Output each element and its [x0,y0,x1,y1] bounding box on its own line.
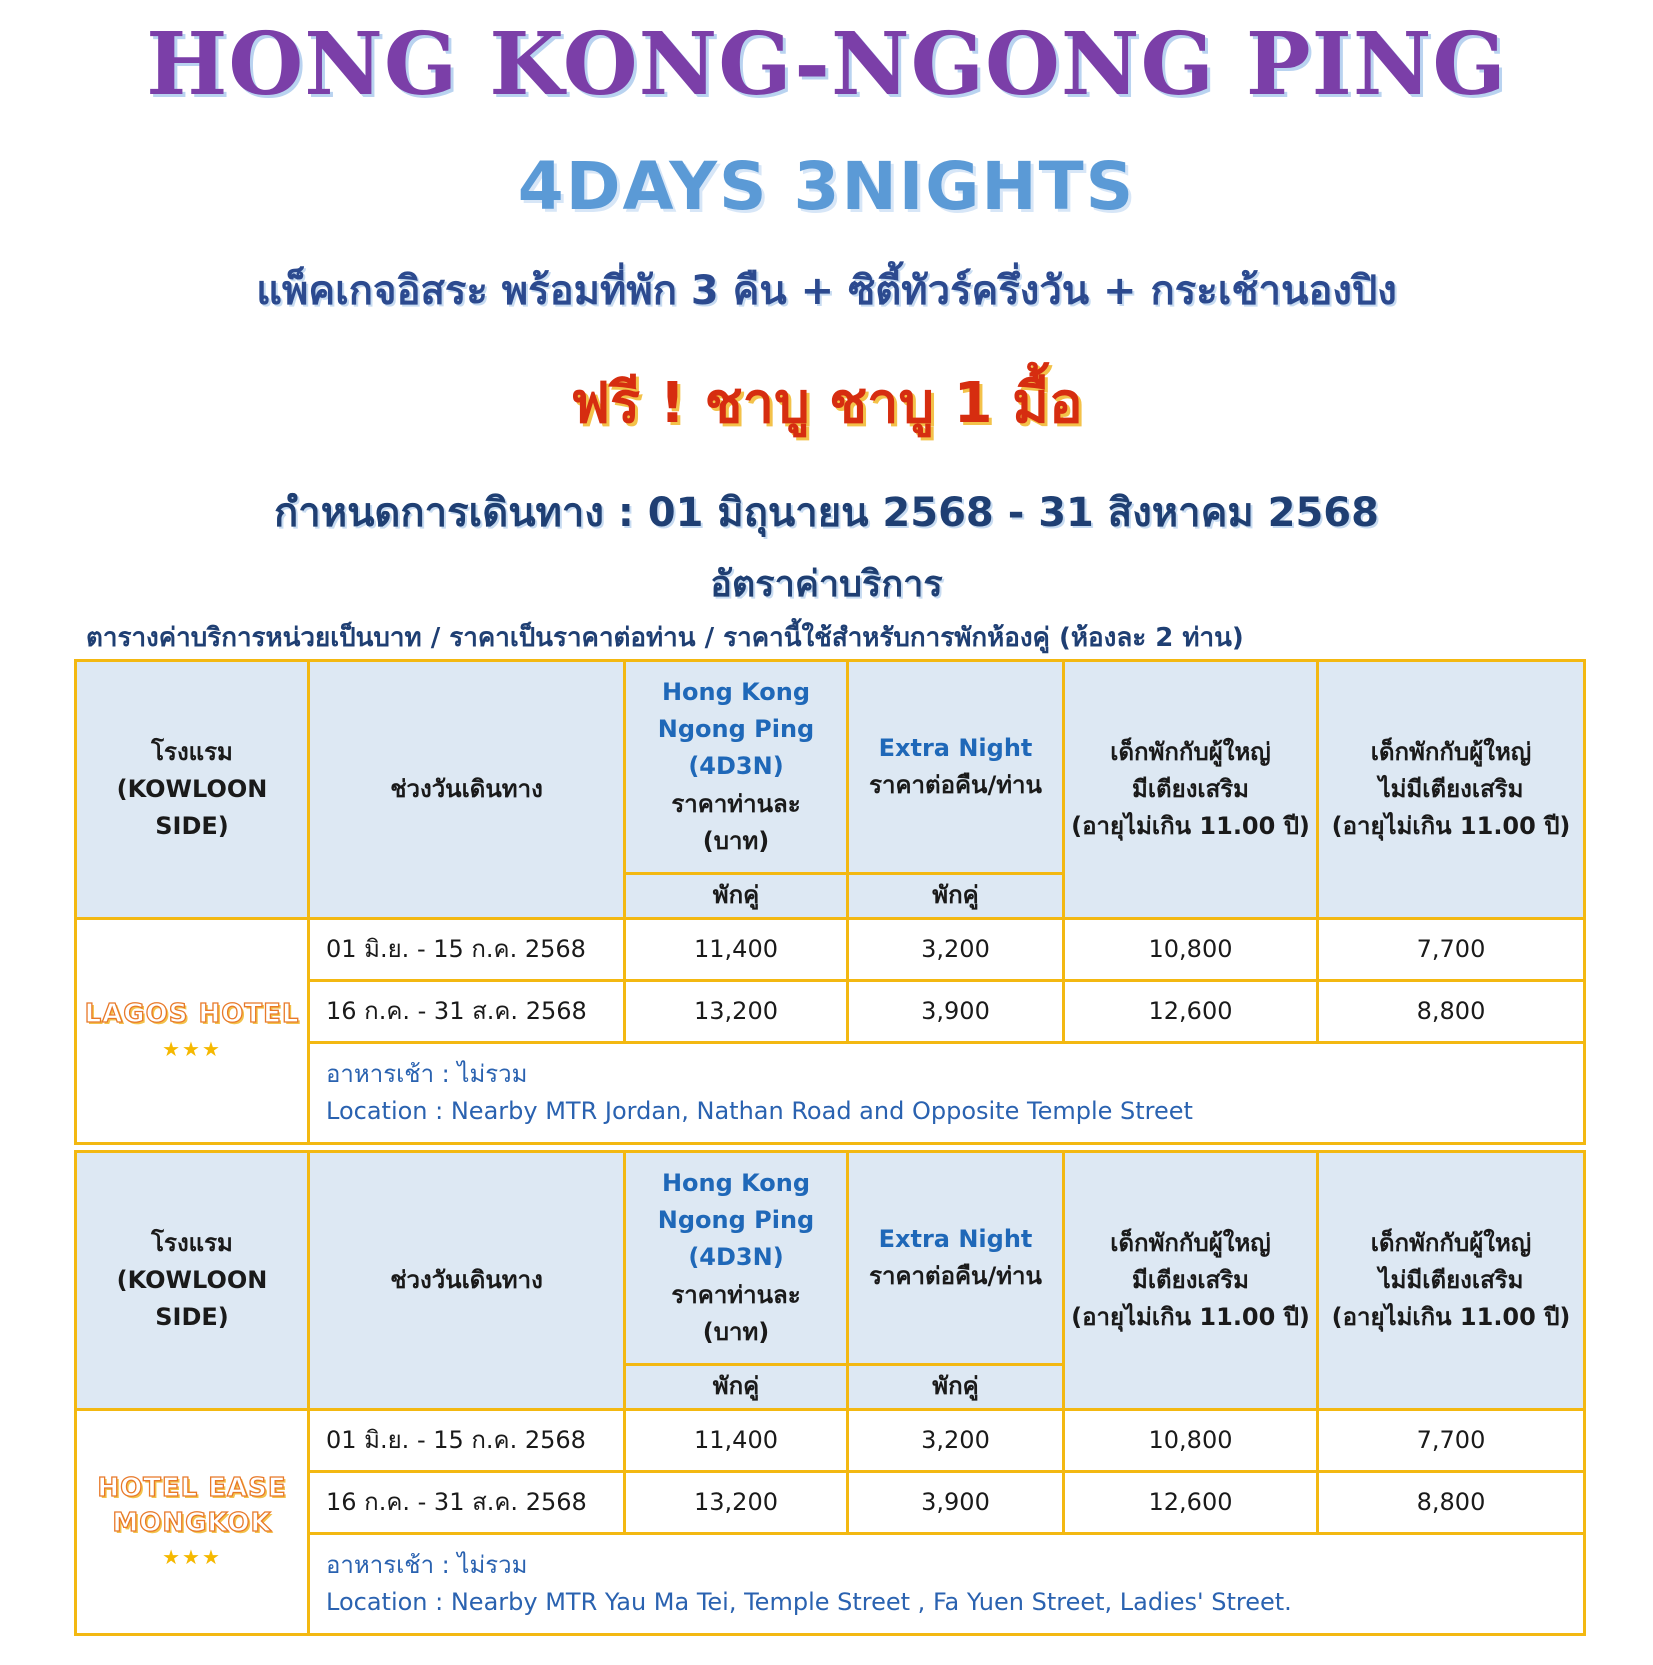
row-extra-price: 3,200 [848,919,1064,981]
header-child-bed-line3: (อายุไม่เกิน 11.00 ปี) [1071,812,1310,841]
row-child-nobed-price: 7,700 [1318,919,1585,981]
row-child-bed-price: 10,800 [1064,1410,1318,1472]
header-child-nobed-line2: ไม่มีเตียงเสริม [1378,1265,1524,1294]
header-child-bed-line2: มีเตียงเสริม [1132,774,1249,803]
rate-title: อัตราค่าบริการ [710,564,943,605]
header-package-line4: ราคาท่านละ [671,789,801,818]
header-package-line3: (4D3N) [688,752,784,781]
row-child-bed-price: 10,800 [1064,919,1318,981]
row-extra-price: 3,900 [848,1472,1064,1534]
row-period: 01 มิ.ย. - 15 ก.ค. 2568 [309,919,625,981]
breakfast-info: อาหารเช้า : ไม่รวม [326,1550,528,1579]
header-child-nobed [1318,1152,1585,1410]
header-package [625,1152,848,1365]
hotel-name-line2: MONGKOK [112,1508,272,1538]
header-child-nobed-line1: เด็กพักกับผู้ใหญ่ [1370,1228,1532,1257]
header-package-line2: Ngong Ping [657,715,815,744]
page-title: HONG KONG-NGONG PING [146,14,1507,115]
header-child-nobed-line3: (อายุไม่เกิน 11.00 ปี) [1331,1303,1571,1332]
table-row [76,1410,1585,1472]
header-package-line5: (บาท) [702,1317,770,1346]
header-twin-extra: พักคู่ [848,1365,1064,1410]
pricing-note: ตารางค่าบริการหน่วยเป็นบาท / ราคาเป็นราคาต่อท่าน / ราคานี้ใช้สำหรับการพักห้องคู่ (ห้องละ 2 ท่าน) [86,623,1244,653]
row-child-nobed-price: 7,700 [1318,1410,1585,1472]
breakfast-info: อาหารเช้า : ไม่รวม [326,1059,528,1088]
header-period: ช่วงวันเดินทาง [309,661,625,919]
header-child-bed-line3: (อายุไม่เกิน 11.00 ปี) [1071,1303,1310,1332]
header-extra-line2: ราคาต่อคืน/ท่าน [869,771,1042,799]
promo-banner: ฟรี ! ชาบู ชาบู 1 มื้อ [570,371,1083,436]
row-child-bed-price: 12,600 [1064,981,1318,1043]
row-extra-price: 3,200 [848,1410,1064,1472]
row-package-price: 11,400 [625,919,848,981]
row-period: 16 ก.ค. - 31 ส.ค. 2568 [309,1472,625,1534]
rate-table-lagos [74,659,1586,1145]
row-package-price: 11,400 [625,1410,848,1472]
header-hotel-side: (KOWLOON SIDE) [116,1265,268,1332]
row-period: 01 มิ.ย. - 15 ก.ค. 2568 [309,1410,625,1472]
row-period: 16 ก.ค. - 31 ส.ค. 2568 [309,981,625,1043]
hotel-name: LAGOS HOTEL [84,999,300,1030]
hotel-info [309,1534,1585,1635]
header-package-line5: (บาท) [702,826,770,855]
header-child-nobed-line2: ไม่มีเตียงเสริม [1378,774,1524,803]
header-package-line3: (4D3N) [688,1243,784,1272]
header-child-bed [1064,661,1318,919]
header-hotel-side: (KOWLOON SIDE) [116,774,268,841]
header-package-line1: Hong Kong [661,678,811,707]
table-header-row [76,661,1585,874]
table-header-row [76,1152,1585,1365]
header-twin-package: พักคู่ [625,874,848,919]
row-child-nobed-price: 8,800 [1318,981,1585,1043]
header-child-nobed-line3: (อายุไม่เกิน 11.00 ปี) [1331,812,1571,841]
header-extra-line1: Extra Night [878,733,1033,762]
rate-table-ease [74,1150,1586,1636]
hotel-cell [76,919,309,1144]
row-child-nobed-price: 8,800 [1318,1472,1585,1534]
header-package-line2: Ngong Ping [657,1206,815,1235]
header-child-bed [1064,1152,1318,1410]
header-hotel-label: โรงแรม [151,1228,233,1257]
hotel-stars: ★★★ [162,1545,222,1570]
header-twin-extra: พักคู่ [848,874,1064,919]
header-period: ช่วงวันเดินทาง [309,1152,625,1410]
header-hotel [76,661,309,919]
hotel-info [309,1043,1585,1144]
row-package-price: 13,200 [625,981,848,1043]
header-extra-line1: Extra Night [878,1224,1033,1253]
table-row [76,919,1585,981]
header-child-bed-line2: มีเตียงเสริม [1132,1265,1249,1294]
header-package-line1: Hong Kong [661,1169,811,1198]
hotel-stars: ★★★ [162,1036,222,1061]
header-child-bed-line1: เด็กพักกับผู้ใหญ่ [1110,737,1271,766]
row-package-price: 13,200 [625,1472,848,1534]
header-child-bed-line1: เด็กพักกับผู้ใหญ่ [1110,1228,1271,1257]
hotel-name: HOTEL EASE [97,1472,287,1503]
header-extra-line2: ราคาต่อคืน/ท่าน [869,1262,1042,1290]
location-info: Location : Nearby MTR Yau Ma Tei, Temple Street , Fa Yuen Street, Ladies' Street. [326,1588,1292,1616]
hotel-cell [76,1410,309,1635]
page-subtitle: 4DAYS 3NIGHTS [517,148,1136,225]
package-tagline: แพ็คเกจอิสระ พร้อมที่พัก 3 คืน + ซิตี้ทัวร์ครึ่งวัน + กระเช้านองปิง [256,268,1397,314]
header-hotel-label: โรงแรม [151,737,233,766]
header-extra-night [848,1152,1064,1365]
header-twin-package: พักคู่ [625,1365,848,1410]
row-extra-price: 3,900 [848,981,1064,1043]
travel-period: กำหนดการเดินทาง : 01 มิถุนายน 2568 - 31 สิงหาคม 2568 [274,490,1379,536]
row-child-bed-price: 12,600 [1064,1472,1318,1534]
header-extra-night [848,661,1064,874]
location-info: Location : Nearby MTR Jordan, Nathan Road and Opposite Temple Street [326,1097,1193,1125]
header-package [625,661,848,874]
header-hotel [76,1152,309,1410]
header-child-nobed-line1: เด็กพักกับผู้ใหญ่ [1370,737,1532,766]
header-package-line4: ราคาท่านละ [671,1280,801,1309]
header-child-nobed [1318,661,1585,919]
